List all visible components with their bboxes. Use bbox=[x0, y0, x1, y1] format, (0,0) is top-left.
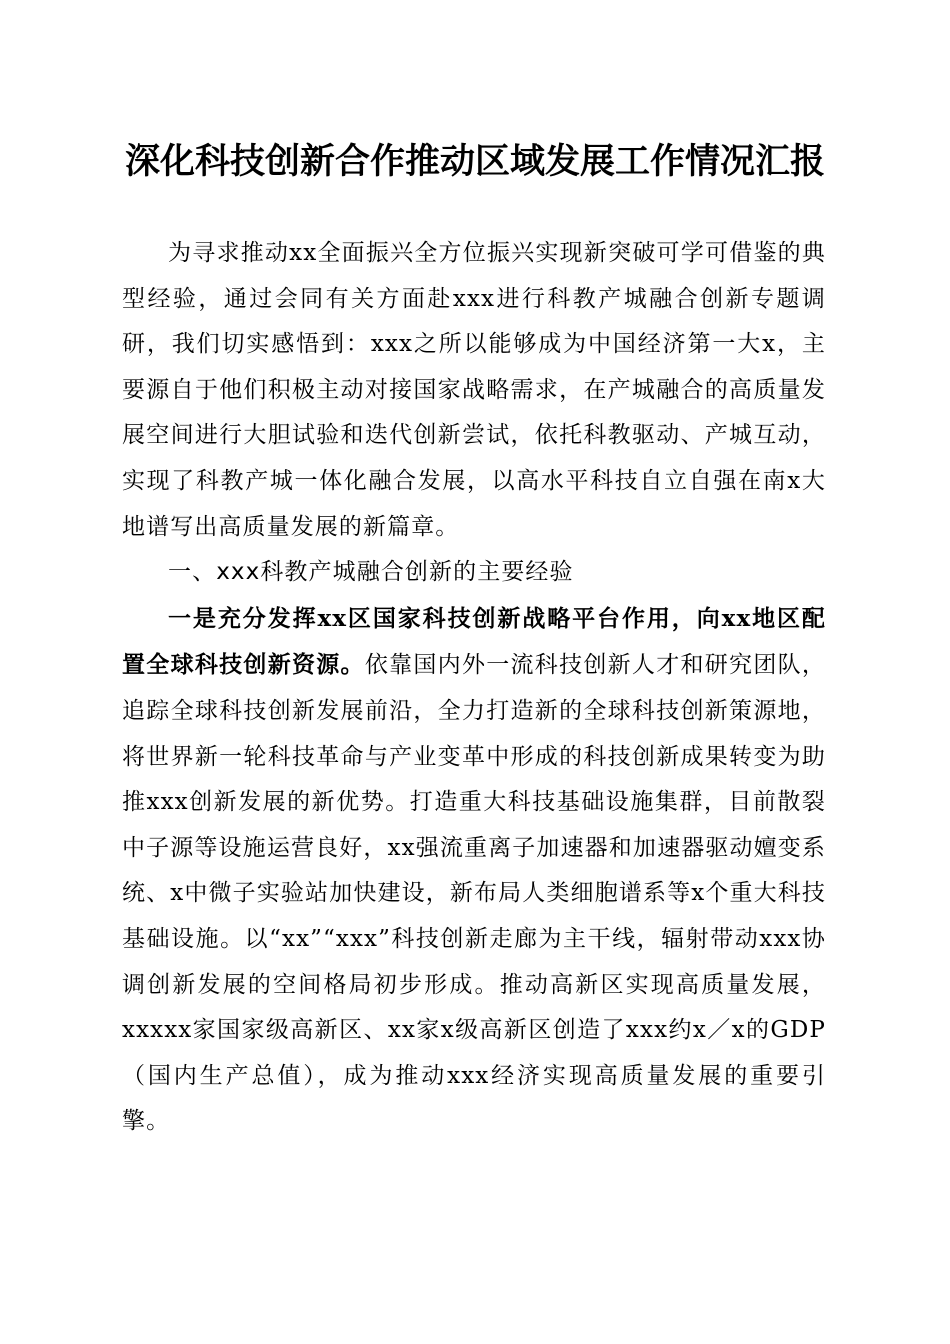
document-body bbox=[122, 231, 826, 1145]
section1-paragraph-1 bbox=[122, 596, 826, 1145]
section1-paragraph-1-lead: 一是充分发挥xx区国家科技创新战略平台作用，向xx地区配置全球科技创新资源。 bbox=[122, 604, 826, 679]
intro-paragraph: 为寻求推动xx全面振兴全方位振兴实现新突破可学可借鉴的典型经验，通过会同有关方面赴xxx进行科教产城融合创新专题调研，我们切实感悟到：xxx之所以能够成为中国经济第一大x，主要源自于他们积极主动对接国家战略需求，在产城融合的高质量发展空间进行大胆试验和迭代创新尝试，依托科教驱动、产城互动，实现了科教产城一体化融合发展，以高水平科技自立自强在南x大地谱写出高质量发展的新篇章。 bbox=[122, 240, 826, 540]
section-heading-1: 一、xxx科教产城融合创新的主要经验 bbox=[168, 559, 574, 586]
document-title: 深化科技创新合作推动区域发展工作情况汇报 bbox=[124, 141, 825, 182]
section1-paragraph-1-body: 依靠国内外一流科技创新人才和研究团队，追踪全球科技创新发展前沿，全力打造新的全球科技创新策源地，将世界新一轮科技革命与产业变革中形成的科技创新成果转变为助推xxx创新发展的新优势。打造重大科技基础设施集群，目前散裂中子源等设施运营良好，xx强流重离子加速器和加速器驱动嬗变系统、x中微子实验站加快建设，新布局人类细胞谱系等x个重大科技基础设施。以“xx”“xxx”科技创新走廊为主干线，辐射带动xxx协调创新发展的空间格局初步形成。推动高新区实现高质量发展，xxxxx家国家级高新区、xx家x级高新区创造了xxx约x／x的GDP（国内生产总值），成为推动xxx经济实现高质量发展的重要引擎。 bbox=[122, 652, 827, 1135]
